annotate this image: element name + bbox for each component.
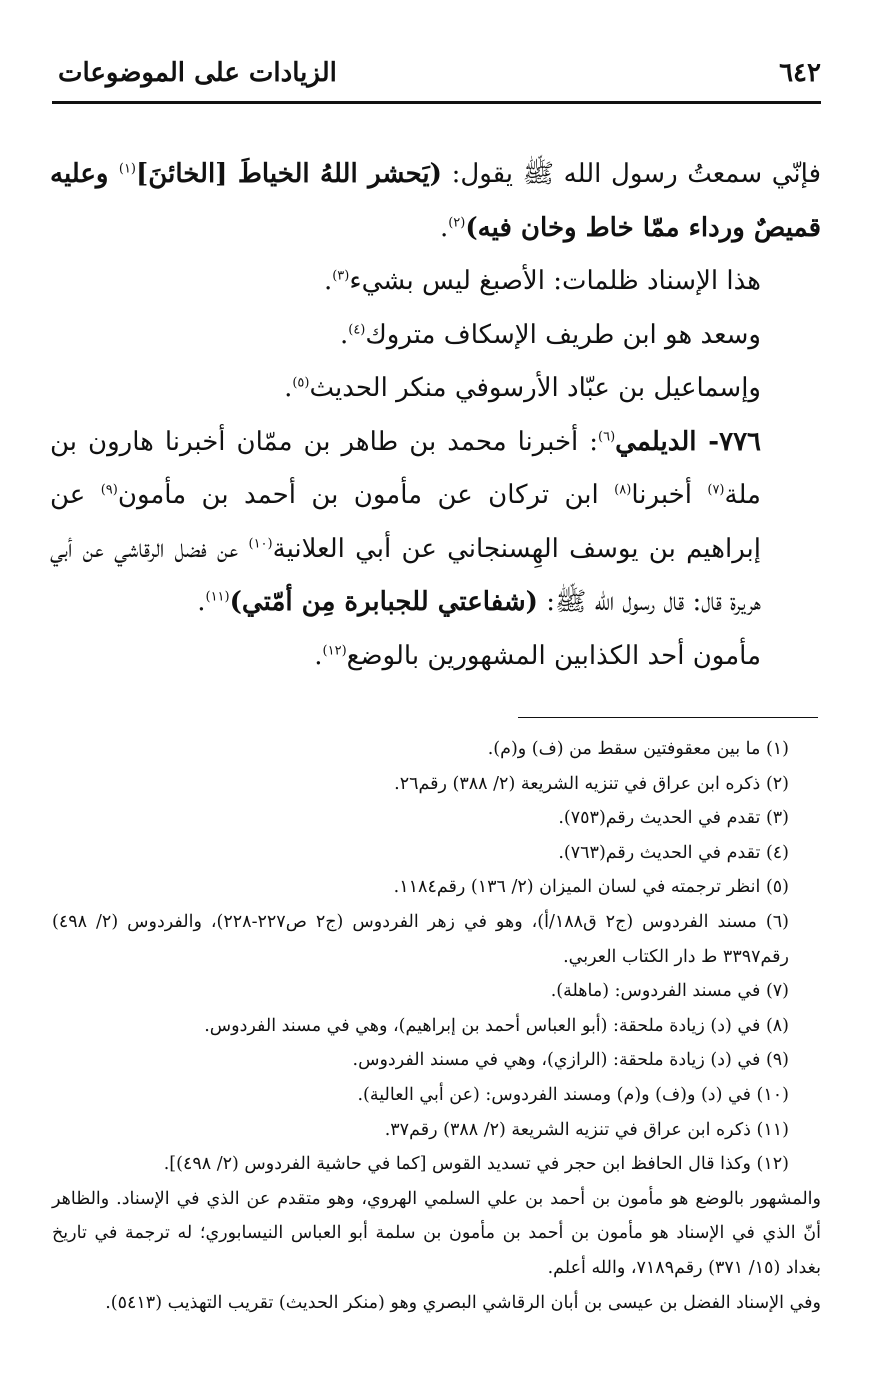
text-segment: عن إبراهيم بن يوسف الهِسنجاني عن أبي العلانية <box>50 480 762 564</box>
page-header <box>58 52 821 102</box>
footnote-text: ذكره ابن عراق في تنزيه الشريعة (٢/ ٣٨٨) رقم٢٦. <box>394 773 761 794</box>
hadith-source: الديلمي <box>615 426 697 457</box>
footnote-ref: (٢) <box>448 214 466 230</box>
footnote-text: وكذا قال الحافظ ابن حجر في تسديد القوس [كما في حاشية الفردوس (٢/ ٤٩٨)]. <box>163 1154 751 1175</box>
footnote-text: تقدم في الحديث رقم(٧٦٣). <box>558 842 761 863</box>
footnote-number: (٢) <box>765 773 789 794</box>
footnote <box>52 1078 821 1113</box>
footnote-ref: (٦) <box>598 428 616 444</box>
footnote-number: (١١) <box>756 1119 789 1140</box>
footnote <box>52 974 821 1009</box>
footnote <box>52 732 821 767</box>
header-rule <box>52 101 821 104</box>
hadith-text: وعليه قميصٌ ورداء ممّا خاط وخان فيه) <box>50 159 821 243</box>
footnote-text: ما بين معقوفتين سقط من (ف) و(م). <box>487 739 761 759</box>
footnote-number: (٩) <box>765 1050 789 1071</box>
text-segment: ابن تركان عن مأمون بن أحمد بن مأمون <box>117 480 615 510</box>
footnote-number: (١٢) <box>756 1154 789 1175</box>
paragraph-hadith-continuation <box>50 148 821 255</box>
footnote <box>52 836 821 871</box>
footnote-ref: (٥) <box>292 375 310 391</box>
footnote <box>52 1147 821 1182</box>
footnote-text: ذكره ابن عراق في تنزيه الشريعة (٢/ ٣٨٨) رقم٣٧. <box>384 1119 751 1140</box>
footnote <box>52 905 821 974</box>
footnote-ref: (١٢) <box>322 642 347 658</box>
footnote <box>52 1009 821 1044</box>
footnote-text: في (د) زيادة ملحقة: (أبو العباس أحمد بن إبراهيم)، وهي في مسند الفردوس. <box>204 1015 761 1036</box>
footnote-ref: (١) <box>118 161 136 177</box>
punctuation: . <box>323 266 333 296</box>
paragraph-isnad-comment <box>50 255 821 309</box>
paragraph-ismail <box>50 362 821 416</box>
running-title: الزيادات على الموضوعات <box>58 58 337 88</box>
hadith-text: (يَحشر اللهُ الخياطَ [الخائنَ] <box>136 159 442 189</box>
punctuation: . <box>314 640 323 671</box>
paragraph-saad <box>50 309 821 363</box>
paragraph-hadith-776 <box>50 416 821 630</box>
text-segment: عن فضل الرقاشي عن أبي هريرة قال: قال رسول الله ﷺ: <box>50 533 761 617</box>
punctuation: . <box>197 587 206 617</box>
footnote-text: في (د) زيادة ملحقة: (الرازي)، وهي في مسند الفردوس. <box>352 1050 761 1071</box>
footnotes <box>52 732 821 1320</box>
hadith-number: ٧٧٦- <box>696 426 762 457</box>
text-segment: أخبرنا <box>631 480 708 510</box>
paragraph-mamun <box>50 630 821 684</box>
footnote <box>52 767 821 802</box>
text-segment: فإنّي سمعتُ رسول الله ﷺ يقول: <box>441 159 821 189</box>
footnote-ref: (٧) <box>707 482 725 498</box>
footnote-separator <box>518 717 818 718</box>
footnote-text: في (د) و(ف) و(م) ومسند الفردوس: (عن أبي العالية). <box>357 1084 751 1105</box>
page-number: ٦٤٢ <box>779 58 821 88</box>
footnote-ref: (٣) <box>332 268 350 284</box>
footnote-text: في مسند الفردوس: (ماهلة). <box>550 981 761 1002</box>
punctuation: . <box>339 319 349 350</box>
text-segment: : أخبرنا محمد بن طاهر بن ممّان أخبرنا هارون بن ملة <box>50 426 761 510</box>
footnote-number: (٧) <box>765 981 789 1002</box>
footnote-continuation: وفي الإسناد الفضل بن عيسى بن أبان الرقاشي البصري وهو (منكر الحديث) تقريب التهذيب (٥٤١٣). <box>105 1292 821 1313</box>
hadith-matn: (شفاعتي للجبابرة مِن أمّتي) <box>229 587 538 617</box>
footnote-text: تقدم في الحديث رقم(٧٥٣). <box>558 808 761 829</box>
text-segment: وإسماعيل بن عبّاد الأرسوفي منكر الحديث <box>309 373 761 403</box>
footnote-ref: (٤) <box>348 321 366 337</box>
main-text <box>50 148 821 683</box>
footnote-ref: (٩) <box>100 482 118 498</box>
footnote-ref: (٨) <box>614 482 632 498</box>
footnote-number: (١) <box>765 739 789 759</box>
punctuation: . <box>284 373 293 403</box>
footnote-ref: (١٠) <box>248 535 273 551</box>
footnote-text: مسند الفردوس (ج٢ ق١٨٨/أ)، وهو في زهر الفردوس (ج٢ ص٢٢٧-٢٢٨)، والفردوس (٢/ ٤٩٨) رقم٣٣٩٧ ط دار الكتاب العربي. <box>52 911 789 967</box>
footnote-number: (١٠) <box>756 1084 789 1105</box>
text-segment: وسعد هو ابن طريف الإسكاف متروك <box>365 319 761 350</box>
footnote <box>52 1113 821 1148</box>
footnote-number: (٣) <box>765 808 789 829</box>
text-segment: مأمون أحد الكذابين المشهورين بالوضع <box>346 640 761 671</box>
footnote-ref: (١١) <box>205 589 230 605</box>
text-segment: هذا الإسناد ظلمات: الأصبغ ليس بشيء <box>349 266 761 296</box>
punctuation: . <box>439 212 449 243</box>
footnote <box>52 870 821 905</box>
footnote <box>52 801 821 836</box>
footnote-continuation: والمشهور بالوضع هو مأمون بن أحمد بن علي السلمي الهروي، وهو متقدم عن الذي في الإسناد. والظاهر أنّ الذي في الإسناد هو مأمون بن أحمد بن مأمون بن سلمة أبو العباس النيسابوري؛ له ترجمة في تاريخ بغداد (١٥/ ٣٧١) رقم٧١٨٩، والله أعلم. <box>52 1188 821 1278</box>
footnote-number: (٥) <box>765 877 789 898</box>
footnote-number: (٦) <box>765 911 789 932</box>
footnote <box>52 1043 821 1078</box>
footnote-number: (٤) <box>765 842 789 863</box>
footnote-number: (٨) <box>765 1015 789 1036</box>
footnote-text: انظر ترجمته في لسان الميزان (٢/ ١٣٦) رقم١١٨٤. <box>393 877 761 898</box>
